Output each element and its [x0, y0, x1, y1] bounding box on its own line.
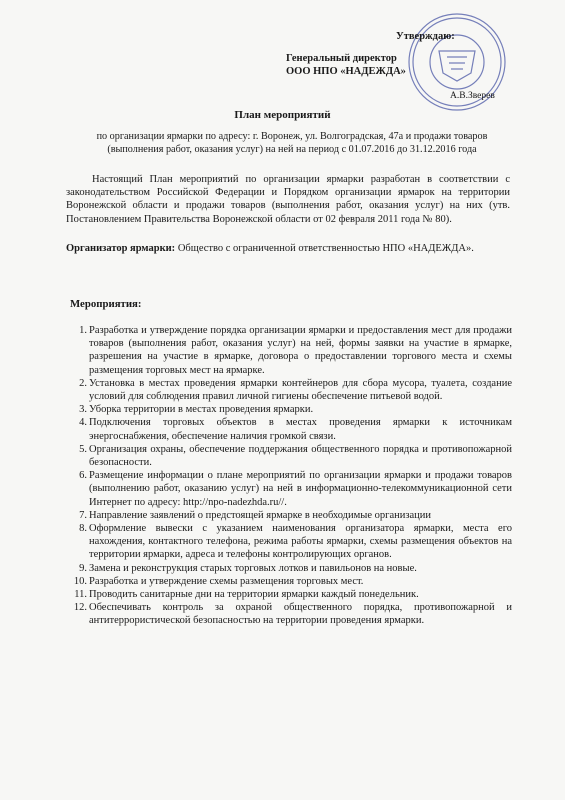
event-item	[64, 588, 512, 601]
event-item	[64, 601, 512, 627]
organizer-value: Общество с ограниченной ответственностью НПО «НАДЕЖДА».	[177, 243, 474, 254]
event-number: 7.	[79, 509, 87, 521]
event-item	[64, 522, 512, 562]
event-item	[64, 403, 512, 416]
event-number: 12.	[73, 602, 87, 614]
event-text: Подключения торговых объектов в местах проведения ярмарки к источникам энергоснабжения, обеспечение наличия громкой связи.	[89, 417, 512, 442]
event-text: Уборка территории в местах проведения ярмарки.	[89, 404, 314, 416]
director-position: Генеральный директор	[286, 53, 397, 64]
event-number: 10.	[73, 575, 87, 587]
event-text: Установка в местах проведения ярмарки контейнеров для сбора мусора, туалета, создание условий для соблюдения правил личной гигиены обеспечение питьевой водой.	[89, 377, 512, 403]
event-item	[64, 575, 512, 588]
subtitle-line-2: (выполнения работ, оказания услуг) на ней на период с 01.07.2016 до 31.12.2016 года	[107, 144, 477, 155]
organizer-paragraph	[66, 242, 510, 255]
event-number: 9.	[79, 562, 87, 574]
event-text: Оформление вывески с указанием наименования организатора ярмарки, места его нахождения, контактного телефона, режима работы ярмарки, схемы размещения объектов на территории ярмарки, адреса и телефоны контролирующих органов.	[89, 523, 512, 561]
approve-label: Утверждаю:	[396, 31, 455, 42]
event-item	[64, 509, 512, 522]
event-text: Разработка и утверждение схемы размещения торговых мест.	[89, 575, 364, 587]
event-number: 3.	[79, 404, 87, 416]
event-text: Разработка и утверждение порядка организации ярмарки и предоставления мест для продажи товаров (выполнения работ, оказания услуг) на ней, формы заявки на участие в ярмарке, разрешения на участие в ярмарке, договора о предоставлении торгового места и схемы размещения торговых мест на ярмарке.	[89, 325, 512, 376]
intro-paragraph: Настоящий План мероприятий по организации ярмарки разработан в соответствии с законодательством Российской Федерации и Порядком организации ярмарок на территории Воронежской области и продажи товаров (выполнения работ, оказания услуг) на них (утв. Постановлением Правительства Воронежской области от 02 февраля 2011 года № 80).	[66, 174, 510, 225]
event-number: 5.	[79, 443, 87, 455]
event-number: 6.	[79, 470, 87, 482]
subtitle-line-1: по организации ярмарки по адресу: г. Воронеж, ул. Волгоградская, 47а и продажи товаров	[96, 131, 488, 142]
document-title: План мероприятий	[234, 109, 331, 121]
event-text: Замена и реконструкция старых торговых лотков и павильонов на новые.	[89, 562, 417, 574]
event-text: Проводить санитарные дни на территории ярмарки каждый понедельник.	[89, 589, 419, 601]
event-item	[64, 377, 512, 403]
events-list	[64, 324, 512, 628]
signature-name: А.В.Зверев	[450, 91, 495, 101]
event-text: Обеспечивать контроль за охраной общественного порядка, противопожарной и антитеррористической безопасностью на территории проведения ярмарки.	[89, 602, 512, 627]
event-item	[64, 443, 512, 469]
event-text: Организация охраны, обеспечение поддержания общественного порядка и противопожарной безопасности.	[89, 443, 512, 469]
organizer-label: Организатор ярмарки:	[66, 243, 176, 254]
event-item	[64, 416, 512, 442]
event-text: Размещение информации о плане мероприятий по организации ярмарки и продажи товаров (выполнению работ, оказанию услуг) на ней в информационно-телекоммуникационной сети Интернет по адресу: http://npo-nadezhda.ru//.	[89, 470, 512, 508]
event-item	[64, 562, 512, 575]
events-heading: Мероприятия:	[70, 298, 142, 310]
document-subtitle	[52, 130, 532, 156]
event-number: 8.	[79, 523, 87, 535]
event-item	[64, 469, 512, 509]
event-number: 4.	[79, 417, 87, 429]
event-item	[64, 324, 512, 377]
event-number: 2.	[79, 377, 87, 389]
company-name: ООО НПО «НАДЕЖДА»	[286, 66, 406, 77]
event-number: 1.	[79, 325, 87, 336]
event-number: 11.	[74, 589, 87, 601]
event-text: Направление заявлений о предстоящей ярмарке в необходимые организации	[89, 509, 432, 521]
